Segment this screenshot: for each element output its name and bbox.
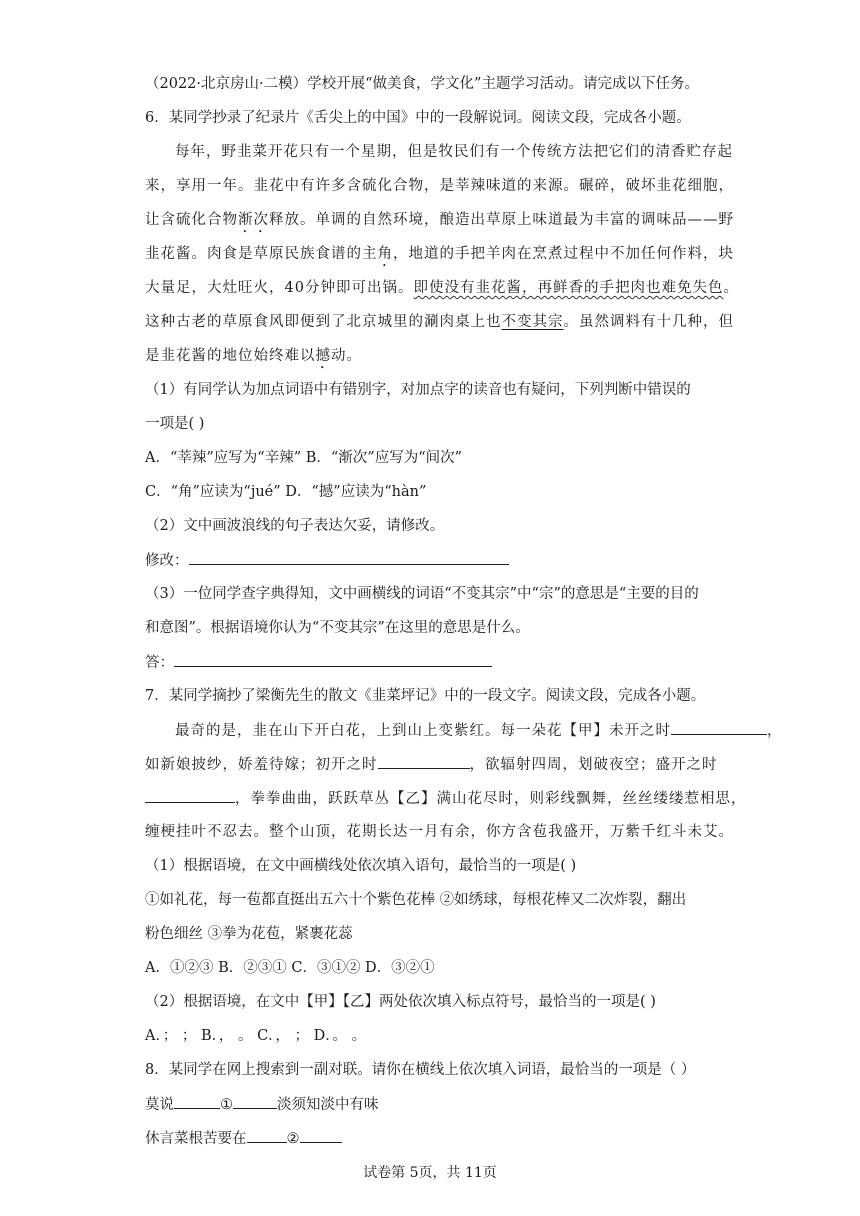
passage-text: ，欲辐射四周，划破夜空；盛开之时 [469,757,718,773]
passage-text: 如新娘披纱，娇羞待嫁；初开之时 [145,757,378,773]
fill-blank[interactable] [174,1094,220,1109]
answer-blank[interactable] [189,550,509,565]
passage-text: 大量足，大灶旺火，40分钟即可出锅。 [145,280,414,296]
section-intro: （2022·北京房山·二模）学校开展“做美食，学文化”主题学习活动。请完成以下任务。 [145,76,699,92]
question-8-stem: 8．某同学在网上搜索到一副对联。请你在横线上依次填入词语，最恰当的一项是（ ） [145,1062,696,1078]
passage-text: 释放。单调的自然环境，酿造出草原上味道最为丰富的调味品——野 [269,212,734,228]
passage-line: 来，享用一年。韭花中有许多含硫化合物，是莘辣味道的来源。碾碎，破坏韭花细胞， [145,178,734,194]
couplet-text: 淡须知淡中有味 [277,1097,379,1113]
passage-text: 让含硫化合物 [145,212,238,228]
question-6-stem: 6．某同学抄录了纪录片《舌尖上的中国》中的一段解说词。阅读文段，完成各小题。 [145,110,691,126]
passage-line [145,346,362,372]
passage-text: ，拳拳曲曲，跃跃草丛【乙】满山花尽时，则彩线飘舞，丝丝缕缕惹相思， [235,791,747,807]
couplet-line-1 [145,1094,379,1115]
passage-line [175,720,783,741]
question-7-1-choices-line2: 粉色细丝 ③拳为花苞，紧裹花蕊 [145,926,353,942]
question-6-3-line2: 和意图”。根据语境你认为“不变其宗”在这里的意思是什么。 [145,620,530,636]
blank-number: ① [220,1097,233,1113]
passage-line [145,754,718,775]
passage-text: 是韭花酱的地位始终难以 [145,348,316,364]
passage-line [145,788,747,809]
fill-blank[interactable] [145,788,235,803]
question-6-1-line1: （1）有同学认为加点词语中有错别字，对加点字的读音也有疑问，下列判断中错误的 [145,382,691,398]
question-6-2: （2）文中画波浪线的句子表达欠妥，请修改。 [145,518,445,534]
passage-line [145,278,739,298]
question-7-2-options: A．； ； B．， 。 C．， ； D．。 。 [145,1028,367,1044]
wavy-sentence: 即使没有韭花酱，再鲜香的手把肉也难免失色 [413,280,724,296]
fill-blank[interactable] [233,1094,277,1109]
passage-line [145,244,734,270]
fill-blank[interactable] [247,1128,287,1143]
fill-blank[interactable] [300,1128,342,1143]
question-6-2-answer [145,550,509,571]
question-6-1-options-ab: A．“莘辣”应写为“辛辣” B．“渐次”应写为“间次” [145,450,463,466]
fill-blank[interactable] [671,720,767,735]
question-6-3-answer [145,652,492,673]
passage-line [145,210,734,236]
question-7-1-choices-line1: ①如礼花，每一苞都直挺出五六十个紫色花棒 ②如绣球，每根花棒又二次炸裂，翻出 [145,892,687,908]
passage-text: 韭花酱。肉食是草原民族食谱的主 [145,246,378,262]
question-6-1-options-cd: C．“角”应读为“jué” D．“撼”应读为“hàn” [145,484,427,500]
question-7-2: （2）根据语境，在文中【甲】【乙】两处依次填入标点符号，最恰当的一项是( ) [145,994,656,1010]
question-7-1-options: A．①②③ B．②③① C．③①② D．③②① [145,960,435,976]
question-7-1: （1）根据语境，在文中画横线处依次填入语句，最恰当的一项是( ) [145,858,577,874]
question-6-1-line2: 一项是( ) [145,416,205,432]
question-7-stem: 7．某同学摘抄了梁衡先生的散文《韭菜坪记》中的一段文字。阅读文段，完成各小题。 [145,688,706,704]
passage-text: ， [767,723,783,739]
answer-label: 答： [145,655,174,671]
passage-text: 。 [723,280,739,296]
answer-label: 修改： [145,553,189,569]
question-6-3-line1: （3）一位同学查字典得知，文中画横线的词语“不变其宗”中“宗”的意思是“主要的目的 [145,586,699,602]
passage-line: 每年，野韭菜开花只有一个星期，但是牧民们有一个传统方法把它们的清香贮存起 [175,144,733,160]
dotted-word: 角 [377,246,393,262]
passage-text: 这种古老的草原食风即便到了北京城里的涮肉桌上也 [145,314,502,330]
passage-text: ，地道的手把羊肉在烹煮过程中不加任何作料，块 [393,246,734,262]
couplet-text: 莫说 [145,1097,174,1113]
fill-blank[interactable] [378,754,470,769]
dotted-word: 渐次 [238,212,269,228]
passage-text: 最奇的是，韭在山下开白花，上到山上变紫红。每一朵花【甲】未开之时 [175,723,671,739]
page-footer: 试卷第 5页，共 11页 [363,1165,497,1181]
blank-number: ② [286,1131,300,1147]
passage-text: 。虽然调料有十几种，但 [563,314,734,330]
dotted-word: 撼 [315,348,331,364]
answer-blank[interactable] [174,652,492,667]
couplet-text: 休言菜根苦要在 [145,1131,247,1147]
underlined-phrase: 不变其宗 [501,314,564,330]
passage-line [145,312,734,332]
passage-text: 动。 [331,348,362,364]
couplet-line-2 [145,1128,342,1149]
passage-line: 缠梗挂叶不忍去。整个山顶，花期长达一月有余，你方含苞我盛开，万紫千红斗未艾。 [145,824,734,840]
